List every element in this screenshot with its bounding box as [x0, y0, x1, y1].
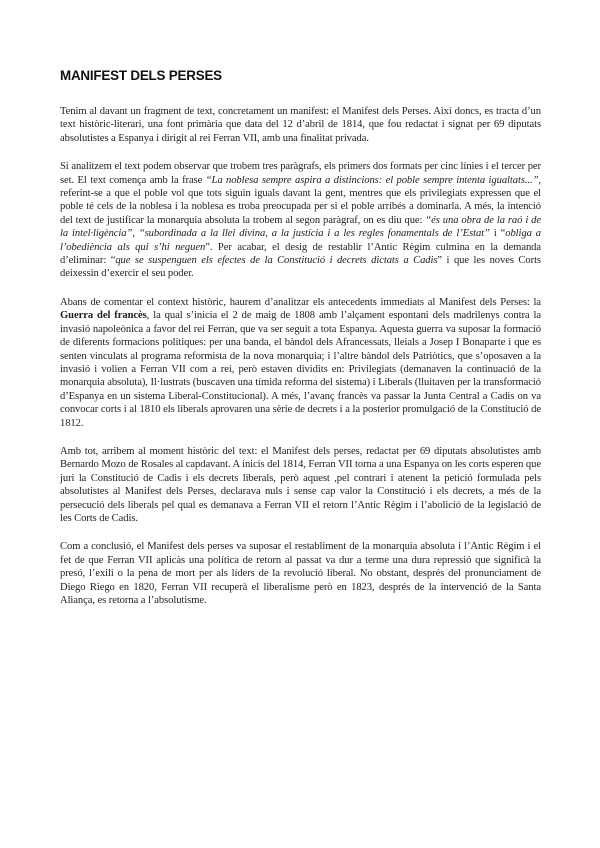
- quote-noblesa: “La noblesa sempre aspira a distincions: el poble sempre intenta igualtats...”: [205, 174, 539, 186]
- text-run: , la qual s’inicia el 2 de maig de 1808 amb l’alçament espontani dels madrilenys contra la invasió napoleònica a favor del rei Ferran, que va ser seguit a tota Espanya. Aquesta guerra va suposar la formació de diferents formacions polítiques: per una banda, el bàndol dels Afrancessats, lleials a Josep I Bonaparte i que es senten vinculats al programa reformista de la nova monarquia; i l’altre bàndol dels Patriòtics, que s’oposaven a la invasió i volien a Ferran VII com a rei, però estaven dividits en: Privilegiats (demanaven la continuació de la monarquia absoluta), Il·lustrats (buscaven una tímida reforma del sistema) i Liberals (lluitaven per la transformació d’Espanya en un sistema Liberal-Constitucional). A més, l’avanç francès va passar la Junta Central a Cadis on va convocar corts i al 1810 els liberals aprovaren una sèrie de decrets i a la posterior promulgació de la Constitució de 1812.: [60, 310, 541, 429]
- quote-obra-rao: “és una obra de la raó i de la intel·ligència”: [60, 214, 541, 240]
- text-run: ,: [132, 228, 139, 240]
- bold-guerra-frances: Guerra del francès: [60, 310, 147, 322]
- quote-llei-divina: “subordinada a la llei divina, a la justícia i a les regles fonamentals de l’Estat”: [138, 228, 490, 240]
- text-run: , referint-se a que el poble vol que tots siguin iguals davant la gent, mentres que els privilegiats expressen que el poble té cels de la noblesa i la noblesa es troba preocupada per si el poble arribés a dominarla. A més, la intenció del text de justificar la monarquia absoluta la trobem al segon paràgraf, on es diu que:: [60, 174, 541, 226]
- text-run: i “: [489, 228, 506, 240]
- text-run: ” i que les noves Corts deixessin d’exercir el seu poder.: [60, 255, 541, 280]
- document-page: [60, 68, 541, 622]
- quote-constitucio: que se suspenguen els efectes de la Constitució i decrets dictats a Cadis: [115, 255, 438, 267]
- paragraph-context: Amb tot, arribem al moment històric del text: el Manifest dels perses, redactat per 69 diputats absolutistes amb Bernardo Mozo de Rosales al capdavant. A inicis del 1814, Ferran VII torna a una Espanya on les corts esperen que juri la Constitució de Cadis i els decrets liberals, però aquest ,pel contrari i atenent la petició formulada pels absolutistes al Manifest dels Perses, declarava nuls i sense cap valor la Constitució i els decrets, a més de la persecució dels liberals pel qual es demanava a Ferran VII el retorn l’Antic Règim i l’abolició de la legislació de les Corts de Cadis.: [60, 445, 541, 524]
- text-run: Si analitzem el text podem observar que trobem tres paràgrafs, els primers dos formats per cinc línies i el tercer per set. El text comença amb la frase: [60, 161, 541, 186]
- document-title: MANIFEST DELS PERSES: [60, 68, 222, 83]
- quote-obediencia: obliga a l’obediència als qui s’hi neguen: [60, 228, 541, 253]
- text-run: Abans de comentar el context històric, haurem d’analitzar els antecedents immediats al Manifest dels Perses: la: [60, 296, 541, 308]
- paragraph-conclusion: Com a conclusió, el Manifest dels perses va suposar el restabliment de la monarquia absoluta i l’Antic Règim i el fet de que Ferran VII aplicàs una política de retorn al passat va dur a terme una dura repressió que significà la presó, l’exili o la pena de mort per als líders de la revolució liberal. No obstant, després del pronunciament de Diego Riego en 1820, Ferran VII recuperà el liberalisme però en 1823, després de la intervenció de la Santa Aliança, es retorna a l’absolutisme.: [60, 541, 541, 606]
- text-run: ”. Per acabar, el desig de restablir l’Antic Règim culmina en la demanda d’eliminar: “: [60, 241, 542, 267]
- paragraph-antecedents: [60, 296, 541, 430]
- paragraph-analysis: [60, 160, 541, 281]
- paragraph-intro: Tenim al davant un fragment de text, concretament un manifest: el Manifest dels Perses. Així doncs, es tracta d’un text històric-literari, una font primària que data del 12 d’abril de 1814, que fou redactat i signat per 69 diputats absolutistes a Espanya i dirigit al rei Ferran VII, amb una finalitat privada.: [60, 106, 541, 144]
